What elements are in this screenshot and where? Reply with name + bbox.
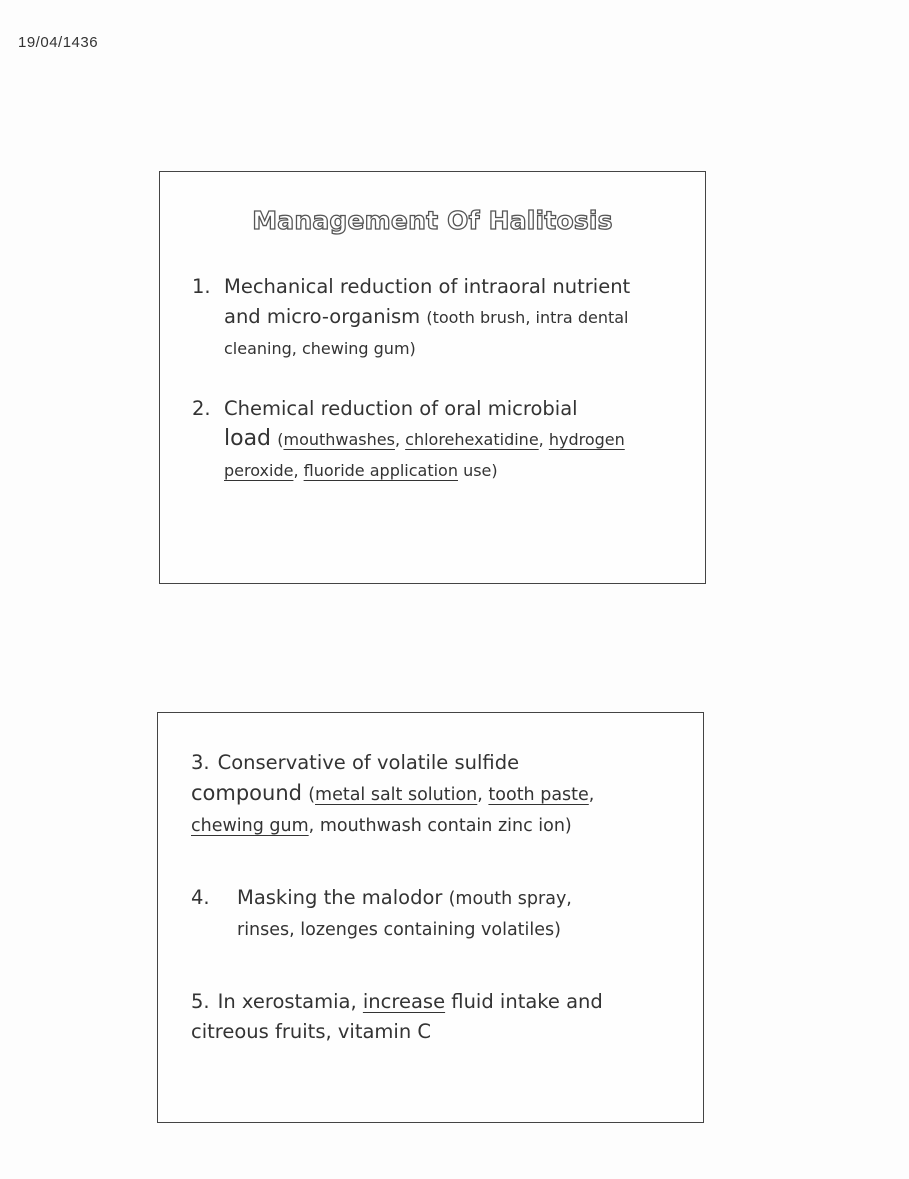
- underlined-term: mouthwashes: [283, 430, 395, 449]
- list-item-4: [191, 883, 681, 945]
- item-detail: [308, 785, 594, 805]
- item-main-text-cont: compound: [191, 781, 302, 805]
- item-main-text-cont: and micro-organism: [224, 305, 421, 328]
- underlined-term: chlorehexatidine: [405, 430, 539, 449]
- underlined-term: tooth paste: [488, 785, 589, 805]
- item-detail: [277, 430, 625, 449]
- item-number: 2.: [192, 397, 211, 420]
- date-stamp: 19/04/1436: [18, 34, 99, 51]
- item-main-text: Masking the malodor: [237, 886, 443, 909]
- item-number: 3.: [191, 751, 210, 774]
- slide-2: [157, 712, 704, 1123]
- paren: (: [308, 785, 316, 805]
- item-detail-cont: [224, 461, 498, 480]
- text: mouthwash contain zinc ion): [319, 816, 572, 836]
- item-main-text: Mechanical reduction of intraoral nutrient: [224, 275, 631, 298]
- item-text-cont: citreous fruits, vitamin C: [191, 1020, 432, 1043]
- sep: ,: [477, 785, 489, 805]
- item-main-text: Conservative of volatile sulfide: [217, 751, 520, 774]
- item-text: In xerostamia,: [217, 990, 363, 1013]
- item-detail-cont: rinses, lozenges containing volatiles): [237, 920, 561, 940]
- sep: ,: [308, 816, 320, 836]
- item-detail-cont: cleaning, chewing gum): [224, 339, 416, 358]
- list-item-5: [191, 987, 691, 1047]
- underlined-term: increase: [362, 990, 446, 1013]
- item-detail-cont: [191, 816, 572, 836]
- item-main-text: Chemical reduction of oral microbial: [224, 397, 578, 420]
- underlined-term: metal salt solution: [315, 785, 478, 805]
- sep: ,: [588, 785, 595, 805]
- sep: ,: [394, 430, 406, 449]
- item-number: 4.: [191, 886, 210, 909]
- list-item-2: [192, 394, 682, 486]
- paren: (: [277, 430, 284, 449]
- item-detail: (tooth brush, intra dental: [426, 308, 629, 327]
- item-detail: (mouth spray,: [448, 889, 572, 909]
- underlined-term: fluoride application: [303, 461, 458, 480]
- item-main-text-cont: load: [224, 426, 272, 451]
- underlined-term: chewing gum: [191, 816, 309, 836]
- slide-1: [159, 171, 706, 584]
- item-number: 1.: [192, 275, 211, 298]
- list-item-1: [192, 272, 672, 364]
- underlined-term: peroxide: [224, 461, 294, 480]
- list-item-3: [191, 748, 681, 841]
- item-text: fluid intake and: [445, 990, 603, 1013]
- sep: ,: [538, 430, 549, 449]
- text: use): [457, 461, 498, 480]
- item-number: 5.: [191, 990, 210, 1013]
- sep: ,: [293, 461, 304, 480]
- underlined-term: hydrogen: [548, 430, 625, 449]
- slide-title: Management Of Halitosis: [252, 206, 613, 235]
